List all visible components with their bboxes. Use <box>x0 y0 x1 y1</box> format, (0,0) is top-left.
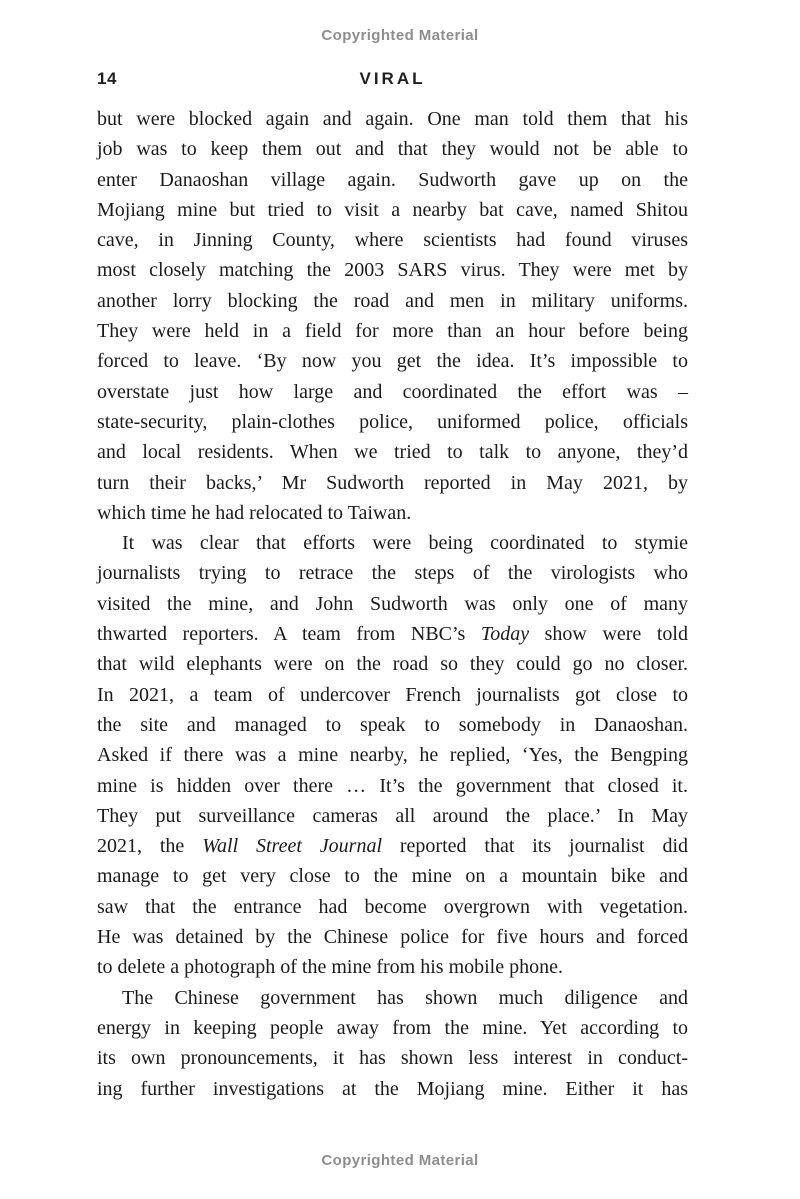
text-line: most closely matching the 2003 SARS virus. They were met by <box>97 259 688 282</box>
text-line: energy in keeping people away from the mine. Yet according to <box>97 1016 688 1039</box>
text-line: It was clear that efforts were being coordinated to stymie <box>122 532 688 555</box>
text-line: Mojiang mine but tried to visit a nearby bat cave, named Shitou <box>97 198 688 221</box>
text-line: and local residents. When we tried to talk to anyone, they’d <box>97 441 688 464</box>
text-line: cave, in Jinning County, where scientists had found viruses <box>97 229 688 252</box>
text-line: which time he had relocated to Taiwan. <box>97 501 412 524</box>
text-line: They were held in a field for more than an hour before being <box>97 320 688 343</box>
text-line: journalists trying to retrace the steps of the virologists who <box>97 562 688 585</box>
text-line: saw that the entrance had become overgrown with vegetation. <box>97 895 688 918</box>
running-head <box>97 69 688 91</box>
text-line: mine is hidden over there … It’s the government that closed it. <box>97 774 688 797</box>
copyright-notice-top: Copyrighted Material <box>321 27 479 44</box>
text-line: thwarted reporters. A team from NBC’s Today show were told <box>97 623 688 646</box>
paragraph <box>97 983 688 1104</box>
paragraph <box>97 528 688 982</box>
text-line: job was to keep them out and that they would not be able to <box>97 138 688 161</box>
page-number: 14 <box>97 69 117 88</box>
text-line: forced to leave. ‘By now you get the idea. It’s impossible to <box>97 350 688 373</box>
text-line: Asked if there was a mine nearby, he replied, ‘Yes, the Bengping <box>97 744 688 767</box>
text-line: overstate just how large and coordinated the effort was – <box>97 380 688 403</box>
text-line: the site and managed to speak to somebody in Danaoshan. <box>97 713 688 736</box>
text-line: its own pronouncements, it has shown less interest in conduct- <box>97 1047 688 1070</box>
text-line: ing further investigations at the Mojiang mine. Either it has <box>97 1077 688 1100</box>
text-line: manage to get very close to the mine on a mountain bike and <box>97 865 688 888</box>
text-line: The Chinese government has shown much diligence and <box>122 986 688 1009</box>
text-line: 2021, the Wall Street Journal reported that its journalist did <box>97 835 688 858</box>
text-line: visited the mine, and John Sudworth was only one of many <box>97 592 688 615</box>
text-line: enter Danaoshan village again. Sudworth gave up on the <box>97 168 688 191</box>
copyright-notice-bottom: Copyrighted Material <box>321 1152 479 1169</box>
text-line: to delete a photograph of the mine from his mobile phone. <box>97 956 563 979</box>
running-title: VIRAL <box>359 69 426 88</box>
text-line: another lorry blocking the road and men in military uniforms. <box>97 289 688 312</box>
paragraph <box>97 104 688 528</box>
text-line: In 2021, a team of undercover French journalists got close to <box>97 683 688 706</box>
text-line: He was detained by the Chinese police for five hours and forced <box>97 926 688 949</box>
text-line: state-security, plain-clothes police, uniformed police, officials <box>97 410 688 433</box>
text-line: They put surveillance cameras all around the place.’ In May <box>97 804 688 827</box>
text-line: that wild elephants were on the road so they could go no closer. <box>97 653 688 676</box>
text-line: but were blocked again and again. One man told them that his <box>97 108 688 130</box>
text-line: turn their backs,’ Mr Sudworth reported in May 2021, by <box>97 471 688 494</box>
body-text <box>97 104 688 1104</box>
